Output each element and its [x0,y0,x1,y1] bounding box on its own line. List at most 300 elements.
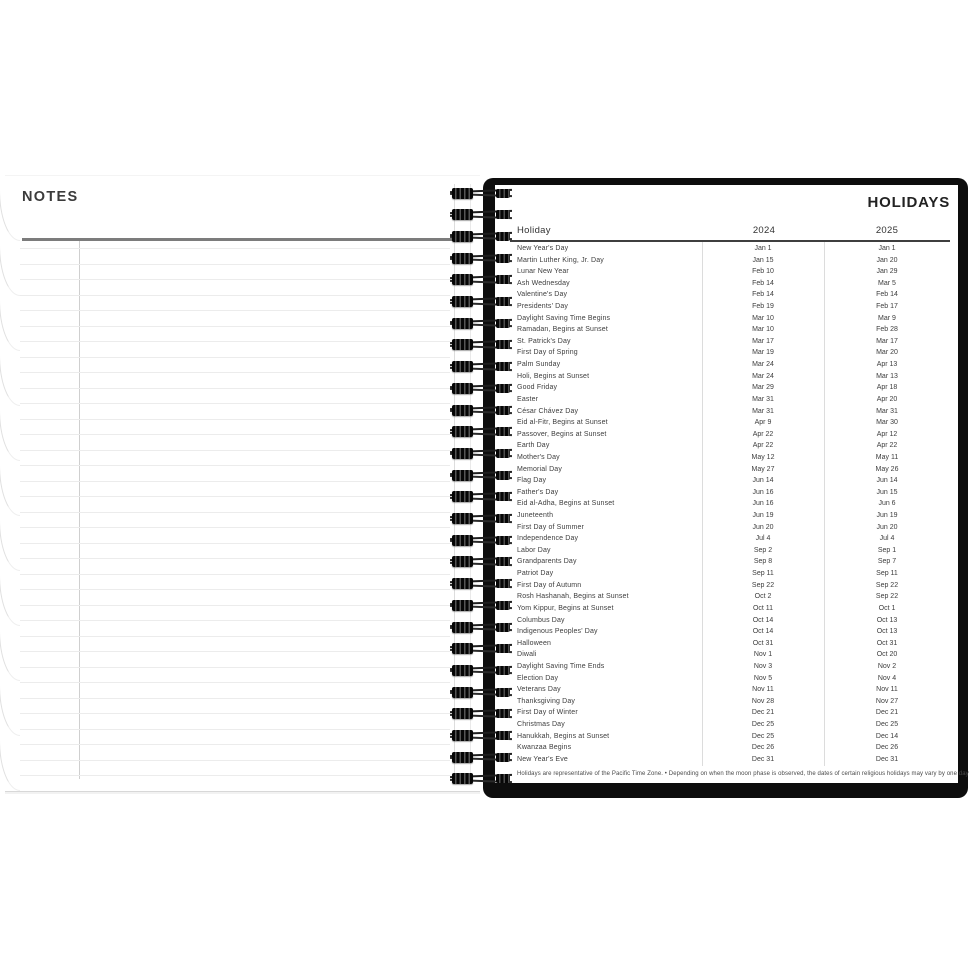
date-2025: Dec 26 [875,744,899,752]
date-2025: Mar 9 [878,314,896,322]
table-row [495,336,958,348]
ruled-line [20,543,450,544]
coil-loop-left [452,513,473,524]
date-2025: Jan 1 [878,245,896,252]
table-row [495,545,958,557]
coil-loop-right [496,297,510,306]
ruled-line [20,295,450,296]
date-2024: Nov 1 [753,651,773,659]
date-2024: Jan 1 [754,245,772,252]
coil-loop-right [496,275,510,284]
spiral-coil [450,556,512,568]
date-2024: Mar 31 [752,395,774,403]
spiral-coil [450,187,512,199]
holiday-name: Eid al-Fitr, Begins at Sunset [517,419,608,427]
holiday-name: Ramadan, Begins at Sunset [517,326,608,334]
table-row [495,417,958,429]
holiday-name: First Day of Autumn [517,581,582,589]
coil-loop-right [496,601,510,610]
date-2024: Jun 16 [752,488,774,496]
spiral-coil [450,664,512,676]
date-2025: Apr 22 [876,442,898,450]
table-row [495,533,958,545]
table-row [495,522,958,534]
ruled-line [20,620,450,621]
date-2025: Mar 31 [876,407,898,415]
notes-heading-rule [22,238,455,241]
date-2024: Oct 14 [752,616,774,624]
table-row [495,255,958,267]
ruled-line [20,682,450,683]
date-2025: Jun 15 [876,488,898,496]
holiday-name: Ash Wednesday [517,279,570,287]
coil-loop-left [452,253,473,264]
table-row [495,684,958,696]
date-2025: Mar 17 [876,337,898,345]
date-2024: Dec 31 [751,755,775,763]
date-2025: Mar 5 [878,279,896,287]
table-row [495,347,958,359]
spiral-coil [450,296,512,308]
holiday-name: Passover, Begins at Sunset [517,430,607,438]
table-row [495,556,958,568]
spiral-coil [450,230,512,242]
date-2025: Sep 7 [877,558,897,566]
ruled-line [20,605,450,606]
date-2024: Mar 10 [752,326,774,334]
page-edge-arc [0,294,20,351]
coil-loop-right [496,471,510,480]
spiral-coil [450,534,512,546]
spiral-coil [450,447,512,459]
table-row [495,661,958,673]
coil-loop-right [496,623,510,632]
notes-page [5,175,480,792]
coil-loop-right [496,579,510,588]
date-2024: Apr 9 [754,419,772,427]
spiral-coil [450,686,512,698]
spiral-coil [450,708,512,720]
table-row [495,707,958,719]
holiday-name: Independence Day [517,535,579,543]
date-2025: Sep 22 [875,593,899,601]
table-row [495,626,958,638]
ruled-line [20,465,450,466]
date-2024: Mar 17 [752,337,774,345]
coil-loop-left [452,405,473,416]
coil-loop-left [452,426,473,437]
table-row [495,673,958,685]
holiday-name: César Chávez Day [517,407,579,415]
date-2024: Mar 24 [752,361,774,369]
holiday-name: Veterans Day [517,686,561,694]
table-row [495,580,958,592]
spiral-coil [450,209,512,221]
date-2024: Oct 14 [752,628,774,636]
date-2025: Nov 27 [875,697,899,705]
holiday-name: Grandparents Day [517,558,577,566]
coil-loop-left [452,665,473,676]
coil-loop-right [496,753,510,762]
page-edge-arc [0,734,20,791]
date-2025: May 11 [875,453,899,461]
coil-loop-left [452,730,473,741]
date-2025: Oct 1 [878,604,896,612]
table-row [495,371,958,383]
holiday-name: Indigenous Peoples' Day [517,628,598,636]
holiday-name: First Day of Spring [517,349,578,357]
ruled-line [20,326,450,327]
holiday-name: First Day of Winter [517,709,578,717]
page-edge-arc [0,184,20,241]
spiral-coil [450,730,512,742]
date-2024: Mar 19 [752,349,774,357]
coil-loop-left [452,231,473,242]
ruled-line [20,574,450,575]
table-row [495,498,958,510]
spiral-coil [450,773,512,785]
coil-loop-left [452,209,473,220]
table-row [495,278,958,290]
ruled-line [20,310,450,311]
holiday-name: Memorial Day [517,465,562,473]
table-row [495,487,958,499]
ruled-line [20,667,450,668]
date-2024: Jul 4 [755,535,771,543]
holiday-name: Election Day [517,674,559,682]
coil-loop-left [452,687,473,698]
coil-loop-left [452,448,473,459]
table-row [495,394,958,406]
date-2024: Sep 2 [753,546,773,554]
date-2024: Jun 16 [752,500,774,508]
page-edge-arc [0,679,20,736]
spiral-coil [450,578,512,590]
ruled-line [20,481,450,482]
column-header-2024: 2024 [752,225,776,236]
coil-loop-left [452,708,473,719]
ruled-line [20,434,450,435]
column-header-holiday: Holiday [517,225,551,236]
date-2024: Mar 31 [752,407,774,415]
date-2025: Nov 2 [877,662,897,670]
date-2025: Apr 13 [876,361,898,369]
spiral-coil [450,426,512,438]
table-row [495,406,958,418]
holiday-name: Good Friday [517,384,558,392]
date-2024: Mar 10 [752,314,774,322]
ruled-line [20,527,450,528]
table-row [495,243,958,255]
date-2025: Oct 13 [876,628,898,636]
date-2024: Dec 26 [751,744,775,752]
table-row [495,289,958,301]
page-edge-arc [0,514,20,571]
holiday-name: Palm Sunday [517,361,561,369]
date-2024: Dec 21 [751,709,775,717]
coil-loop-right [496,254,510,263]
coil-loop-left [452,470,473,481]
coil-loop-right [496,774,510,783]
table-row [495,266,958,278]
holiday-name: St. Patrick's Day [517,337,571,345]
ruled-line [20,248,450,249]
table-row [495,696,958,708]
date-2024: Oct 11 [752,604,774,612]
table-row [495,754,958,766]
table-row [495,429,958,441]
date-2025: Feb 28 [876,326,898,334]
ruled-line [20,279,450,280]
date-2024: Feb 14 [752,279,774,287]
date-2024: May 27 [751,465,775,473]
table-row [495,568,958,580]
ruled-line [20,636,450,637]
date-2024: Nov 11 [752,686,774,694]
date-2025: Feb 17 [876,303,898,311]
ruled-line [20,589,450,590]
table-row [495,731,958,743]
date-2025: Mar 20 [876,349,898,357]
date-2024: Feb 14 [752,291,774,299]
ruled-line [20,775,450,776]
holiday-name: Mother's Day [517,453,560,461]
holiday-name: Halloween [517,639,552,647]
table-row [495,324,958,336]
coil-loop-right [496,362,510,371]
ruled-line [20,558,450,559]
ruled-line [20,403,450,404]
date-2024: Apr 22 [752,442,774,450]
holiday-name: Labor Day [517,546,551,554]
page-edge-arc [0,459,20,516]
coil-loop-right [496,340,510,349]
ruled-line [20,357,450,358]
date-2025: Sep 22 [875,581,899,589]
coil-loop-left [452,383,473,394]
holiday-name: Father's Day [517,488,559,496]
date-2024: Oct 31 [752,639,774,647]
planner-cover [483,178,968,798]
holiday-name: Juneteenth [517,512,554,520]
coil-loop-left [452,491,473,502]
coil-loop-right [496,492,510,501]
coil-loop-left [452,556,473,567]
date-2024: Mar 29 [752,384,774,392]
coil-loop-right [496,210,510,219]
ruled-line [20,651,450,652]
spiral-coil [450,751,512,763]
coil-loop-left [452,535,473,546]
date-2025: Jan 29 [876,268,898,276]
date-2025: Mar 30 [876,419,898,427]
holiday-name: Yom Kippur, Begins at Sunset [517,604,614,612]
page-edge-arc [0,239,20,296]
coil-loop-right [496,644,510,653]
holiday-name: Columbus Day [517,616,565,624]
date-2024: Jun 14 [752,477,774,485]
coil-loop-right [496,427,510,436]
date-2024: Jan 15 [752,256,774,264]
coil-loop-right [496,688,510,697]
spiral-coil [450,513,512,525]
holiday-name: Flag Day [517,477,547,485]
spiral-coil [450,469,512,481]
date-2025: Jun 6 [878,500,896,508]
date-2025: Oct 20 [876,651,898,659]
table-row [495,603,958,615]
date-2025: Apr 20 [876,395,898,403]
ruled-line [20,264,450,265]
spiral-coil [450,382,512,394]
table-row [495,301,958,313]
coil-loop-right [496,666,510,675]
coil-loop-right [496,557,510,566]
date-2024: Feb 19 [752,303,774,311]
ruled-line [20,419,450,420]
date-2024: Sep 11 [752,570,774,578]
ruled-line [20,341,450,342]
date-2025: Jan 20 [876,256,898,264]
table-row [495,615,958,627]
table-row [495,649,958,661]
holiday-name: Diwali [517,651,537,659]
table-row [495,359,958,371]
coil-loop-left [452,274,473,285]
date-2024: Sep 8 [753,558,773,566]
coil-loop-left [452,578,473,589]
holiday-name: Holi, Begins at Sunset [517,372,590,380]
coil-loop-right [496,731,510,740]
date-2025: Apr 12 [876,430,898,438]
ruled-line [20,729,450,730]
holiday-name: Earth Day [517,442,550,450]
date-2025: Dec 21 [875,709,899,717]
table-header-rule [510,240,950,242]
date-2025: Jun 20 [876,523,898,531]
date-2024: Feb 10 [752,268,774,276]
coil-loop-left [452,752,473,763]
date-2025: May 26 [875,465,899,473]
coil-loop-left [452,622,473,633]
date-2025: Oct 31 [876,639,898,647]
date-2025: Nov 4 [877,674,897,682]
holiday-name: Rosh Hashanah, Begins at Sunset [517,593,629,601]
table-row [495,638,958,650]
date-2024: Jun 19 [752,512,774,520]
date-2024: Jun 20 [752,523,774,531]
date-2025: Dec 14 [875,732,899,740]
table-row [495,313,958,325]
page-edge-arc [0,349,20,406]
coil-loop-right [496,384,510,393]
table-row [495,510,958,522]
coil-loop-right [496,514,510,523]
holiday-name: Kwanzaa Begins [517,744,572,752]
table-row [495,464,958,476]
holiday-name: Patriot Day [517,570,554,578]
holiday-name: Hanukkah, Begins at Sunset [517,732,610,740]
ruled-line [20,512,450,513]
ruled-line [20,496,450,497]
holiday-name: Thanksgiving Day [517,697,576,705]
holiday-name: New Year's Eve [517,755,568,763]
date-2025: Jun 19 [876,512,898,520]
date-2025: Apr 18 [876,384,898,392]
date-2025: Dec 25 [875,720,899,728]
spiral-coil [450,339,512,351]
holidays-page-title: HOLIDAYS [867,194,950,211]
column-header-2025: 2025 [875,225,899,236]
table-row [495,591,958,603]
date-2025: Dec 31 [875,755,899,763]
holiday-name: Lunar New Year [517,268,569,276]
spiral-coil [450,361,512,373]
coil-loop-right [496,536,510,545]
coil-loop-left [452,600,473,611]
table-row [495,719,958,731]
holiday-name: Martin Luther King, Jr. Day [517,256,604,264]
date-2025: Mar 13 [876,372,898,380]
table-row [495,475,958,487]
date-2024: Nov 3 [753,662,773,670]
spiral-coil [450,404,512,416]
date-2025: Sep 11 [876,570,898,578]
holidays-table-body [495,243,958,765]
spiral-coil [450,599,512,611]
coil-loop-left [452,296,473,307]
date-2024: Oct 2 [754,593,772,601]
holiday-name: Valentine's Day [517,291,568,299]
coil-loop-left [452,773,473,784]
coil-loop-left [452,643,473,654]
date-2025: Feb 14 [876,291,898,299]
date-2024: Dec 25 [751,720,775,728]
ruled-line [20,698,450,699]
date-2024: May 12 [751,453,775,461]
spiral-coil [450,252,512,264]
coil-loop-right [496,449,510,458]
holiday-name: Christmas Day [517,720,565,728]
coil-loop-left [452,188,473,199]
date-2025: Jul 4 [879,535,895,543]
spiral-coil [450,317,512,329]
spiral-coil [450,643,512,655]
holiday-name: Eid al-Adha, Begins at Sunset [517,500,615,508]
coil-loop-left [452,361,473,372]
date-2025: Jun 14 [876,477,898,485]
coil-loop-right [496,232,510,241]
ruled-line [20,744,450,745]
ruled-line [20,372,450,373]
date-2024: Apr 22 [752,430,774,438]
holidays-page [495,185,969,783]
spiral-coil [450,491,512,503]
page-edge-arc [0,569,20,626]
coil-loop-right [496,319,510,328]
date-2024: Dec 25 [751,732,775,740]
holiday-name: Easter [517,395,539,403]
date-2024: Mar 24 [752,372,774,380]
date-2024: Sep 22 [751,581,775,589]
ruled-line [20,760,450,761]
ruled-line [20,450,450,451]
page-edge-arc [0,404,20,461]
ruled-line [20,713,450,714]
notes-page-title: NOTES [22,189,79,205]
coil-loop-right [496,406,510,415]
coil-loop-left [452,339,473,350]
